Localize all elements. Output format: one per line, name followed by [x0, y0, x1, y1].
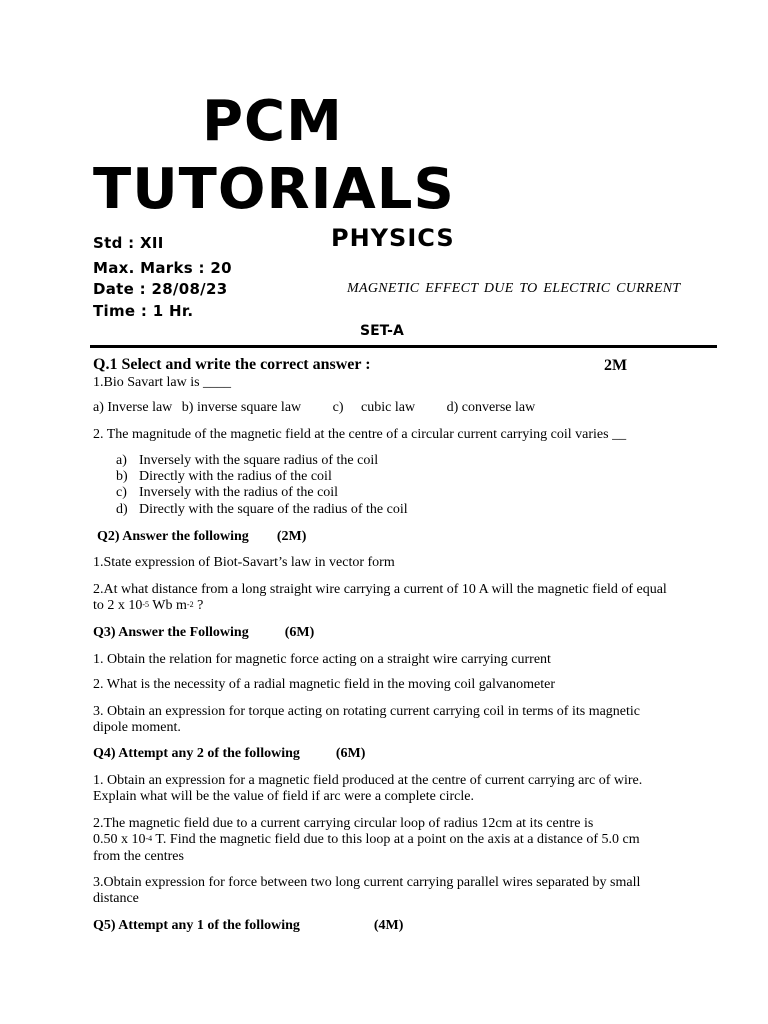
q1-item1-option-b: b) inverse square law: [181, 400, 302, 415]
subject-title: PHYSICS: [331, 224, 455, 252]
q2-item2-line2: [93, 598, 693, 614]
q3-heading: [93, 625, 693, 641]
q4-item2: 2.The magnetic field due to a current carrying circular loop of radius 12cm at its centre is: [93, 816, 594, 831]
q4-value: 0.50 x 10: [93, 832, 146, 847]
option-text: Inversely with the radius of the coil: [139, 485, 339, 500]
q3-marks: (6M): [284, 625, 315, 640]
q4-heading: [93, 746, 693, 762]
option-text: Directly with the radius of the coil: [139, 469, 332, 484]
time-label: Time : 1 Hr.: [93, 302, 194, 320]
q2-marks: (2M): [276, 529, 307, 544]
q4-item1-cont: Explain what will be the value of field if arc were a complete circle.: [93, 789, 474, 804]
q3-item2: 2. What is the necessity of a radial magnetic field in the moving coil galvanometer: [93, 677, 555, 692]
q1-item1-options: [93, 400, 693, 416]
chapter-topic: MAGNETIC EFFECT DUE TO ELECTRIC CURRENT: [347, 281, 681, 296]
institute-title-line1: PCM: [202, 89, 343, 154]
header-divider: [90, 345, 717, 348]
q5-marks: (4M): [373, 918, 404, 933]
q4-item3-cont: distance: [93, 891, 139, 906]
q4-exponent: -4: [145, 834, 153, 843]
q1-item2-option: [116, 502, 616, 518]
q1-item2-text: 2. The magnitude of the magnetic field at the centre of a circular current carrying coil varies __: [93, 427, 627, 442]
date-label: Date : 28/08/23: [93, 280, 228, 298]
option-text: Inversely with the square radius of the coil: [139, 453, 379, 468]
q2-item1: 1.State expression of Biot-Savart’s law in vector form: [93, 555, 395, 570]
q2-heading: [97, 529, 697, 545]
q1-item1-option-c: cubic law: [361, 400, 416, 415]
option-text: Directly with the square of the radius of the coil: [139, 502, 408, 517]
set-label: SET-A: [360, 323, 404, 339]
q3-item3: 3. Obtain an expression for torque acting on rotating current carrying coil in terms of its magnetic: [93, 704, 641, 719]
q2-end: ?: [193, 598, 204, 613]
q1-item2-option: [116, 453, 616, 469]
option-letter: a): [116, 453, 127, 468]
q1-item1-text: 1.Bio Savart law is ____: [93, 375, 232, 390]
q2-unit: Wb m: [149, 598, 187, 613]
q4-marks: (6M): [335, 746, 366, 761]
q5-heading: [93, 918, 693, 934]
option-letter: c): [116, 485, 127, 500]
q2-unit-exponent: -2: [186, 600, 194, 609]
q1-heading: Q.1 Select and write the correct answer :: [93, 356, 371, 373]
q4-item2-cont: from the centres: [93, 849, 184, 864]
q5-heading-text: Q5) Attempt any 1 of the following: [93, 918, 300, 933]
q3-item1: 1. Obtain the relation for magnetic force acting on a straight wire carrying current: [93, 652, 551, 667]
standard-label: Std : XII: [93, 234, 164, 252]
q3-item3-cont: dipole moment.: [93, 720, 181, 735]
q4-item2-line2: [93, 832, 693, 848]
q4-item1: 1. Obtain an expression for a magnetic field produced at the centre of current carrying arc of wire.: [93, 773, 643, 788]
q1-item1-option-c-letter: c): [332, 400, 344, 415]
institute-title-line2: TUTORIALS: [93, 157, 455, 222]
q4-heading-text: Q4) Attempt any 2 of the following: [93, 746, 300, 761]
max-marks-label: Max. Marks : 20: [93, 259, 232, 277]
q4-item3: 3.Obtain expression for force between two long current carrying parallel wires separated by small: [93, 875, 641, 890]
q2-heading-text: Q2) Answer the following: [97, 529, 249, 544]
q1-item1-option-a: a) Inverse law: [93, 400, 173, 415]
q4-item2-rest: T. Find the magnetic field due to this loop at a point on the axis at a distance of 5.0 cm: [155, 832, 640, 847]
q1-item1-option-d: d) converse law: [446, 400, 536, 415]
q1-item2-option: [116, 469, 616, 485]
option-letter: d): [116, 502, 128, 517]
option-letter: b): [116, 469, 128, 484]
q1-marks: 2M: [604, 357, 628, 374]
q2-item2: 2.At what distance from a long straight wire carrying a current of 10 A will the magnetic field of equal: [93, 582, 667, 597]
q1-item2-option: [116, 485, 616, 501]
q2-value: to 2 x 10: [93, 598, 143, 613]
q3-heading-text: Q3) Answer the Following: [93, 625, 249, 640]
q2-exponent: -5: [142, 600, 150, 609]
